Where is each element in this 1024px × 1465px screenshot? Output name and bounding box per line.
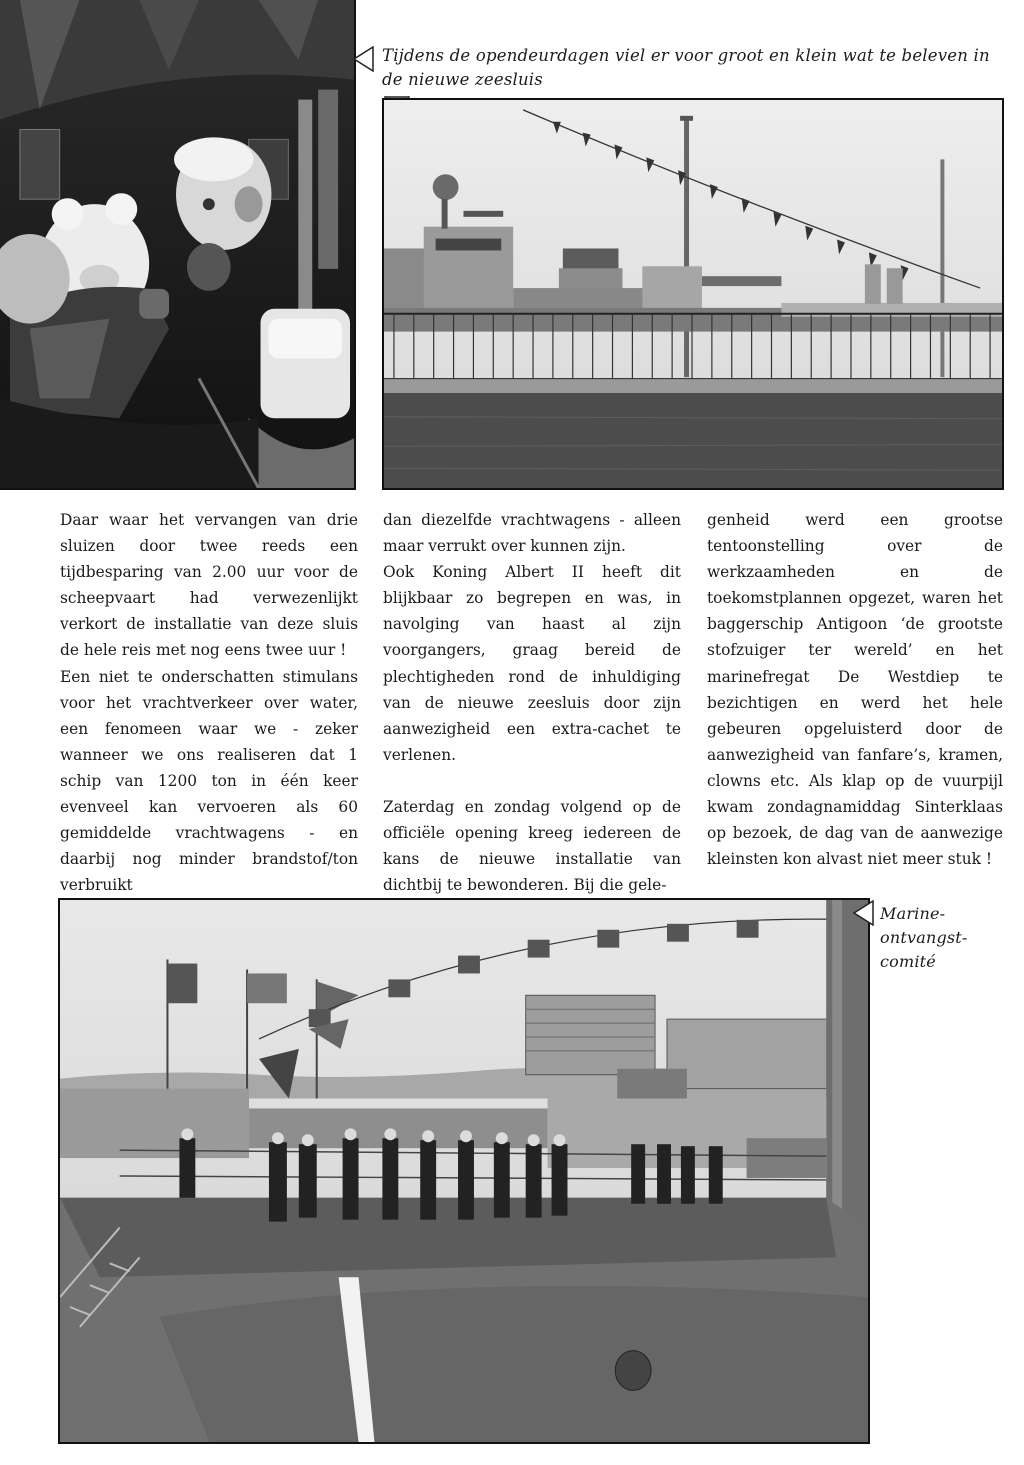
- article-column-1: [60, 507, 358, 898]
- photo-frigate-deck: [58, 898, 870, 1444]
- paragraph: genheid werd een grootse tentoonstelling over de werkzaamheden en de toekomstplannen opgezet, waren het baggerschip Antigoon ‘de grootste stofzuiger ter wereld’ en het marinefregat De Westdiep te bezichtigen en werd het hele gebeuren opgeluisterd door de aanwezigheid van fanfare’s, kramen, clowns etc. Als klap op de vuurpijl kwam zondagnamiddag Sinterklaas op bezoek, de dag van de aanwezige kleinsten kon alvast niet meer stuk !: [707, 511, 1003, 869]
- triangle-left-icon: [352, 46, 374, 72]
- photo-carousel: [0, 0, 356, 490]
- paragraph: Zaterdag en zondag volgend op de officiële opening kreeg iedereen de kans de nieuwe installatie van dichtbij te bewonderen. Bij die gele-: [383, 797, 681, 895]
- paragraph: Een niet te onderschatten stimulans voor het vrachtverkeer over water, een fenomeen waar we - zeker wanneer we ons realiseren dat 1 schip van 1200 ton in één keer evenveel kan vervoeren als 60 gemiddelde vrachtwagens - en daarbij nog minder brandstof/ton verbruikt: [60, 667, 358, 895]
- caption-side: Marine- ontvangst- comité: [880, 904, 968, 971]
- paragraph: Daar waar het vervangen van drie sluizen door twee reeds een tijdbesparing van 2.00 uur voor de scheepvaart had verwezenlijkt verkort de installatie van deze sluis de hele reis met nog eens twee uur !: [60, 511, 358, 660]
- paragraph: dan diezelfde vrachtwagens - alleen maar verrukt over kunnen zijn.: [383, 511, 681, 556]
- caption-top: Tijdens de opendeurdagen viel er voor groot en klein wat te beleven in de nieuwe zeesluis: [382, 46, 990, 89]
- article-column-3: [707, 507, 1003, 872]
- triangle-left-icon: [852, 900, 874, 926]
- article-column-2: [383, 507, 681, 898]
- paragraph: Ook Koning Albert II heeft dit blijkbaar zo begrepen en was, in navolging van haast al zijn voorgangers, graag bereid de plechtigheden rond de inhuldiging van de nieuwe zeesluis door zijn aanwezigheid een extra-cachet te verlenen.: [383, 563, 681, 764]
- photo-harbor-ship: [382, 98, 1004, 490]
